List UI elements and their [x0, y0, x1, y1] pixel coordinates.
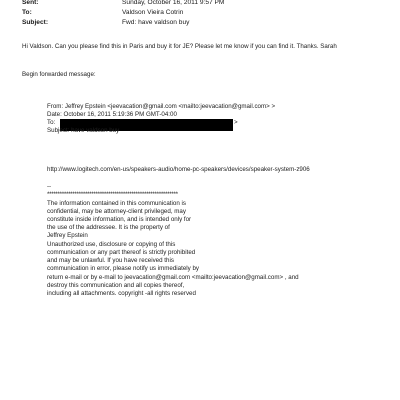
fwd-to-suffix: > — [234, 119, 238, 126]
to-label: To: — [22, 9, 32, 16]
disclaimer-line: Unauthorized use, disclosure or copying of this — [47, 241, 176, 248]
signature-dashes: -- — [47, 183, 52, 190]
sent-label: Sent: — [22, 0, 39, 6]
greeting-line: Hi Valdson. Can you please find this in Paris and buy it for JE? Please let me know if you can find it. Thanks. Sarah — [22, 43, 337, 50]
sent-value: Sunday, October 16, 2011 9:57 PM — [122, 0, 225, 6]
disclaimer-line: the use of the addressee. It is the property of — [47, 224, 170, 231]
fwd-to-label: To: — [47, 119, 56, 126]
disclaimer-line: return e-mail or by e-mail to jeevacation@gmail.com <mailto:jeevacation@gmail.com> , and — [47, 274, 299, 281]
disclaimer-line: communication or any part thereof is strictly prohibited — [47, 249, 196, 256]
disclaimer-line: Jeffrey Epstein — [47, 232, 88, 239]
fwd-subject-line: Subject: have valdson buy — [47, 127, 120, 134]
disclaimer-line: constitute inside information, and is intended only for — [47, 216, 192, 223]
fwd-from-line: From: Jeffrey Epstein <jeevacation@gmail.com <mailto:jeevacation@gmail.com> > — [47, 103, 276, 110]
subject-value: Fwd: have valdson buy — [122, 19, 190, 26]
disclaimer-line: The information contained in this communication is — [47, 200, 186, 207]
disclaimer-line: destroy this communication and all copies thereof, — [47, 282, 185, 289]
fwd-date-line: Date: October 16, 2011 5:19:36 PM GMT-04:00 — [47, 111, 177, 118]
disclaimer-line: communication in error, please notify us immediately by — [47, 265, 200, 272]
subject-label: Subject: — [22, 19, 49, 26]
product-url-line: http://www.logitech.com/en-us/speakers-audio/home-pc-speakers/devices/speaker-system-z906 — [47, 166, 310, 173]
to-value: Valdson Vieira Cotrin — [122, 9, 184, 16]
disclaimer-line: confidential, may be attorney-client privileged, may — [47, 208, 186, 215]
disclaimer-line: including all attachments. copyright -all rights reserved — [47, 290, 196, 297]
begin-forwarded-line: Begin forwarded message: — [22, 71, 96, 78]
disclaimer-line: and may be unlawful. If you have received this — [47, 257, 174, 264]
stars-separator: ************************************************************** — [47, 191, 178, 198]
